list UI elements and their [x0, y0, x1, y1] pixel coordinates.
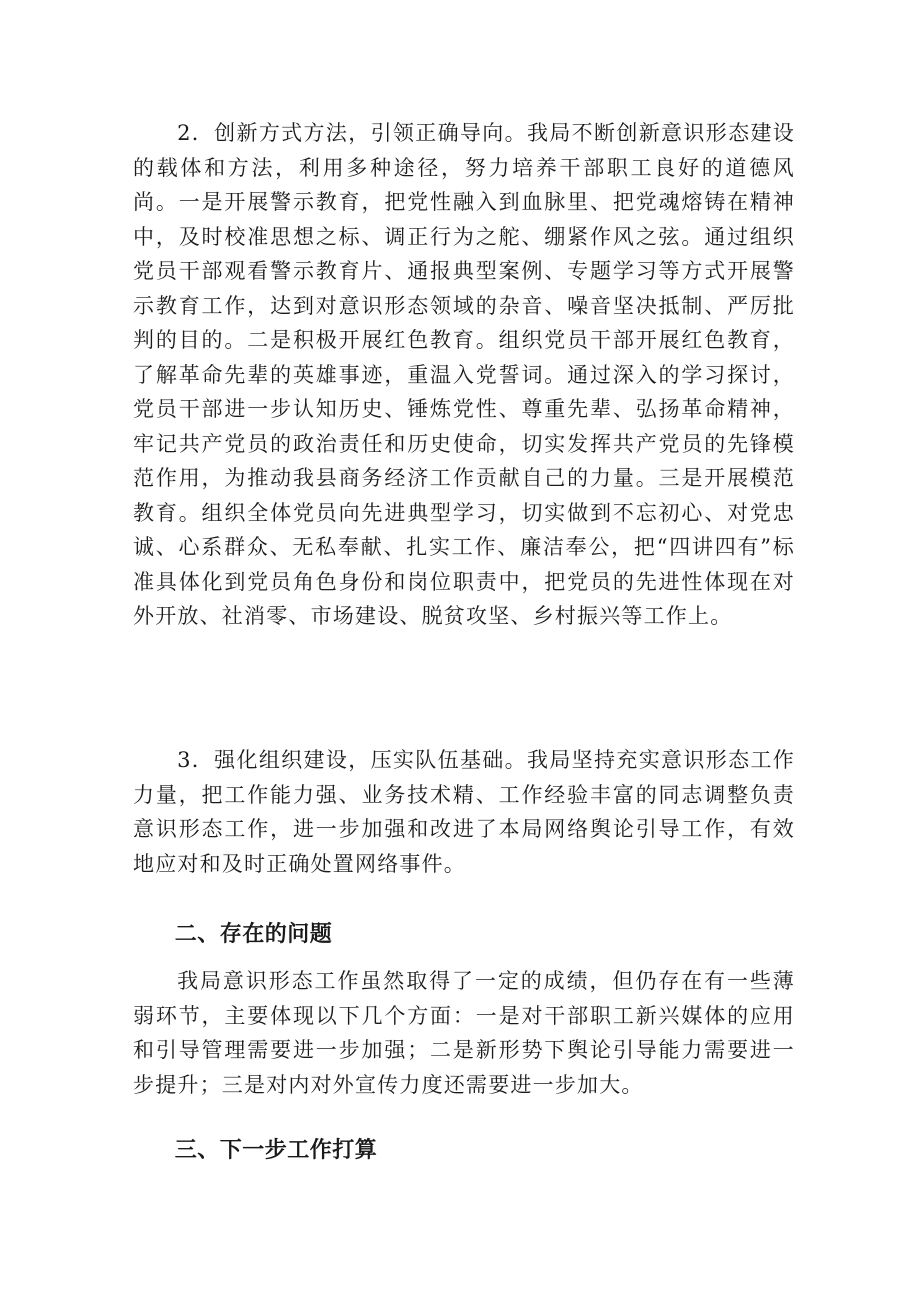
paragraph-organization: 3．强化组织建设，压实队伍基础。我局坚持充实意识形态工作力量，把工作能力强、业务技术精、工作经验丰富的同志调整负责意识形态工作，进一步加强和改进了本局网络舆论引导工作，有效地应对和及时正确处置网络事件。: [133, 748, 795, 876]
document-page: [133, 116, 795, 1174]
paragraph-innovation: 2．创新方式方法，引领正确导向。我局不断创新意识形态建设的载体和方法，利用多种途径，努力培养干部职工良好的道德风尚。一是开展警示教育，把党性融入到血脉里、把党魂熔铸在精神中，及时校准思想之标、调正行为之舵、绷紧作风之弦。通过组织党员干部观看警示教育片、通报典型案例、专题学习等方式开展警示教育工作，达到对意识形态领域的杂音、噪音坚决抵制、严厉批判的目的。二是积极开展红色教育。组织党员干部开展红色教育，了解革命先辈的英雄事迹，重温入党誓词。通过深入的学习探讨，党员干部进一步认知历史、锤炼党性、尊重先辈、弘扬革命精神，牢记共产党员的政治责任和历史使命，切实发挥共产党员的先锋模范作用，为推动我县商务经济工作贡献自己的力量。三是开展模范教育。组织全体党员向先进典型学习，切实做到不忘初心、对党忠诚、心系群众、无私奉献、扎实工作、廉洁奉公，把“四讲四有”标准具体化到党员角色身份和岗位职责中，把党员的先进性体现在对外开放、社消零、市场建设、脱贫攻坚、乡村振兴等工作上。: [133, 121, 795, 628]
section-heading-problems: 二、存在的问题: [174, 922, 333, 947]
section-heading-next-steps: 三、下一步工作打算: [174, 1138, 378, 1163]
paragraph-problems: 我局意识形态工作虽然取得了一定的成绩，但仍存在有一些薄弱环节，主要体现以下几个方面：一是对干部职工新兴媒体的应用和引导管理需要进一步加强；二是新形势下舆论引导能力需要进一步提升；三是对内对外宣传力度还需要进一步加大。: [133, 969, 795, 1097]
